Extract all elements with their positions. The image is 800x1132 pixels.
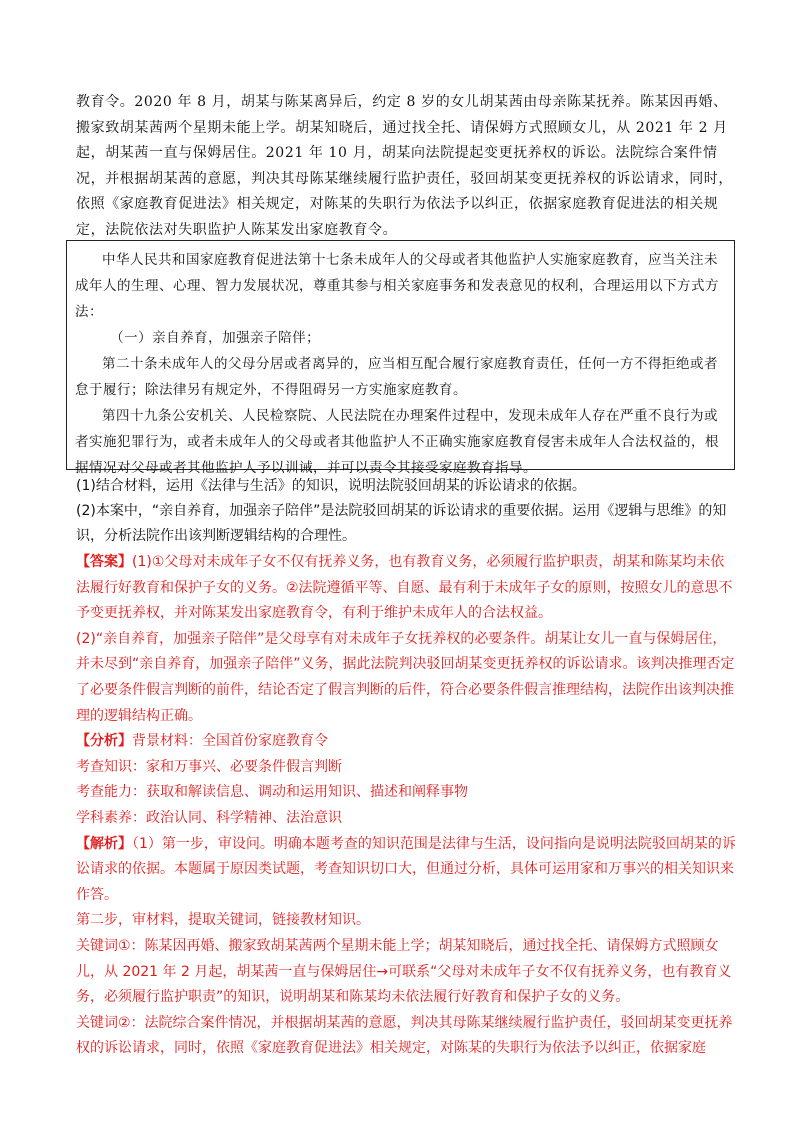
analysis-background: 背景材料：全国首份家庭教育令: [132, 733, 328, 750]
intro-text: 教育令。2020 年 8 月，胡某与陈某离异后，约定 8 岁的女儿胡某茜由母亲陈某抚养。陈某因再婚、搬家致胡某茜两个星期未能上学。胡某知晓后，通过找全托、请保姆方式照顾女儿，从 2021 年 2 月起，胡某茜一直与保姆居住。2021 年 10 月，胡某向法院提起变更抚养权的诉讼。法院综合案件情况，并根据胡某茜的意愿，判决其母陈某继续履行监护责任，驳回胡某变更抚养权的诉讼请求，同时，依照《家庭教育促进法》相关规定，对陈某的失职行为依法予以纠正，依据家庭教育促进法的相关规定，法院依法对失职监护人陈某发出家庭教育令。: [76, 94, 733, 238]
keyword-1: 关键词①：陈某因再婚、搬家致胡某茜两个星期未能上学；胡某知晓后，通过找全托、请保姆方式照顾女儿，从 2021 年 2 月起，胡某茜一直与保姆居住→可联系“父母对未成年子女不仅有抚养义务，也有教育义务，必须履行监护职责”的知识，说明胡某和陈某均未依法履行好教育和保护子女的义务。: [76, 937, 732, 1006]
law-article-17: 中华人民共和国家庭教育促进法第十七条未成年人的父母或者其他监护人实施家庭教育，应当关注未成年人的生理、心理、智力发展状况，尊重其参与相关家庭事务和发表意见的权利，合理运用以下方式方法：: [75, 252, 719, 320]
analysis-literacy: 学科素养：政治认同、科学精神、法治意识: [76, 809, 342, 826]
analysis-line: [76, 729, 736, 755]
explanation-tag: 【解析】: [76, 835, 132, 852]
law-item-1: （一）亲自养育，加强亲子陪伴；: [110, 330, 321, 346]
question-2: (2)本案中，“亲自养育，加强亲子陪伴”是法院驳回胡某的诉讼请求的重要依据。运用《逻辑与思维》的知识，分析法院作出该判断逻辑结构的合理性。: [76, 503, 727, 544]
answer-tag: 【答案】: [76, 554, 132, 570]
intro-paragraph: [76, 90, 736, 243]
law-excerpt-box: [66, 240, 735, 476]
law-article-20: 第二十条未成年人的父母分居或者离异的，应当相互配合履行家庭教育责任，任何一方不得拒绝或者怠于履行；除法律另有规定外，不得阻碍另一方实施家庭教育。: [75, 356, 718, 398]
questions: [76, 474, 736, 549]
law-article-49: 第四十九条公安机关、人民检察院、人民法院在办理案件过程中，发现未成年人存在严重不良行为或者实施犯罪行为，或者未成年人的父母或者其他监护人不正确实施家庭教育侵害未成年人合法权益的，根据情况对父母或者其他监护人予以训诫，并可以责令其接受家庭教育指导。: [75, 408, 719, 476]
explanation-step-1: [76, 832, 736, 909]
answer-2: (2)“亲自养育，加强亲子陪伴”是父母享有对未成年子女抚养权的必要条件。胡某让女儿一直与保姆居住，并未尽到“亲自养育，加强亲子陪伴”义务，据此法院判决驳回胡某变更抚养权的诉讼请求。该判决推理否定了必要条件假言判断的前件，结论否定了假言判断的后件，符合必要条件假言推理结构，法院作出该判决推理的逻辑结构正确。: [76, 630, 735, 724]
analysis-ability: 考查能力：获取和解读信息、调动和运用知识、描述和阐释事物: [76, 784, 468, 801]
question-1: (1)结合材料，运用《法律与生活》的知识，说明法院驳回胡某的诉讼请求的依据。: [76, 478, 586, 494]
explanation-step-2: 第二步，审材料，提取关键词，链接教材知识。: [76, 912, 370, 929]
answer-section: [76, 550, 736, 1062]
answer-1-text: (1)①父母对未成年子女不仅有抚养义务，也有教育义务，必须履行监护职责，胡某和陈某均未依法履行好教育和保护子女的义务。②法院遵循平等、自愿、最有利于未成年子女的原则，按照女儿的意思不予变更抚养权，并对陈某发出家庭教育令，有利于维护未成年人的合法权益。: [76, 554, 733, 622]
analysis-tag: 【分析】: [76, 733, 132, 750]
keyword-2: 关键词②：法院综合案件情况，并根据胡某茜的意愿，判决其母陈某继续履行监护责任，驳回胡某变更抚养权的诉讼请求，同时，依照《家庭教育促进法》相关规定，对陈某的失职行为依法予以纠正，依据家庭: [76, 1014, 733, 1057]
answer-1: [76, 550, 736, 627]
analysis-knowledge: 考查知识：家和万事兴、必要条件假言判断: [76, 758, 342, 775]
explanation-step-1-text: （1）第一步，审设问。明确本题考查的知识范围是法律与生活，设问指向是说明法院驳回胡某的诉讼请求的依据。本题属于原因类试题，考查知识切口大，但通过分析，具体可运用家和万事兴的相关知识来作答。: [76, 835, 736, 903]
